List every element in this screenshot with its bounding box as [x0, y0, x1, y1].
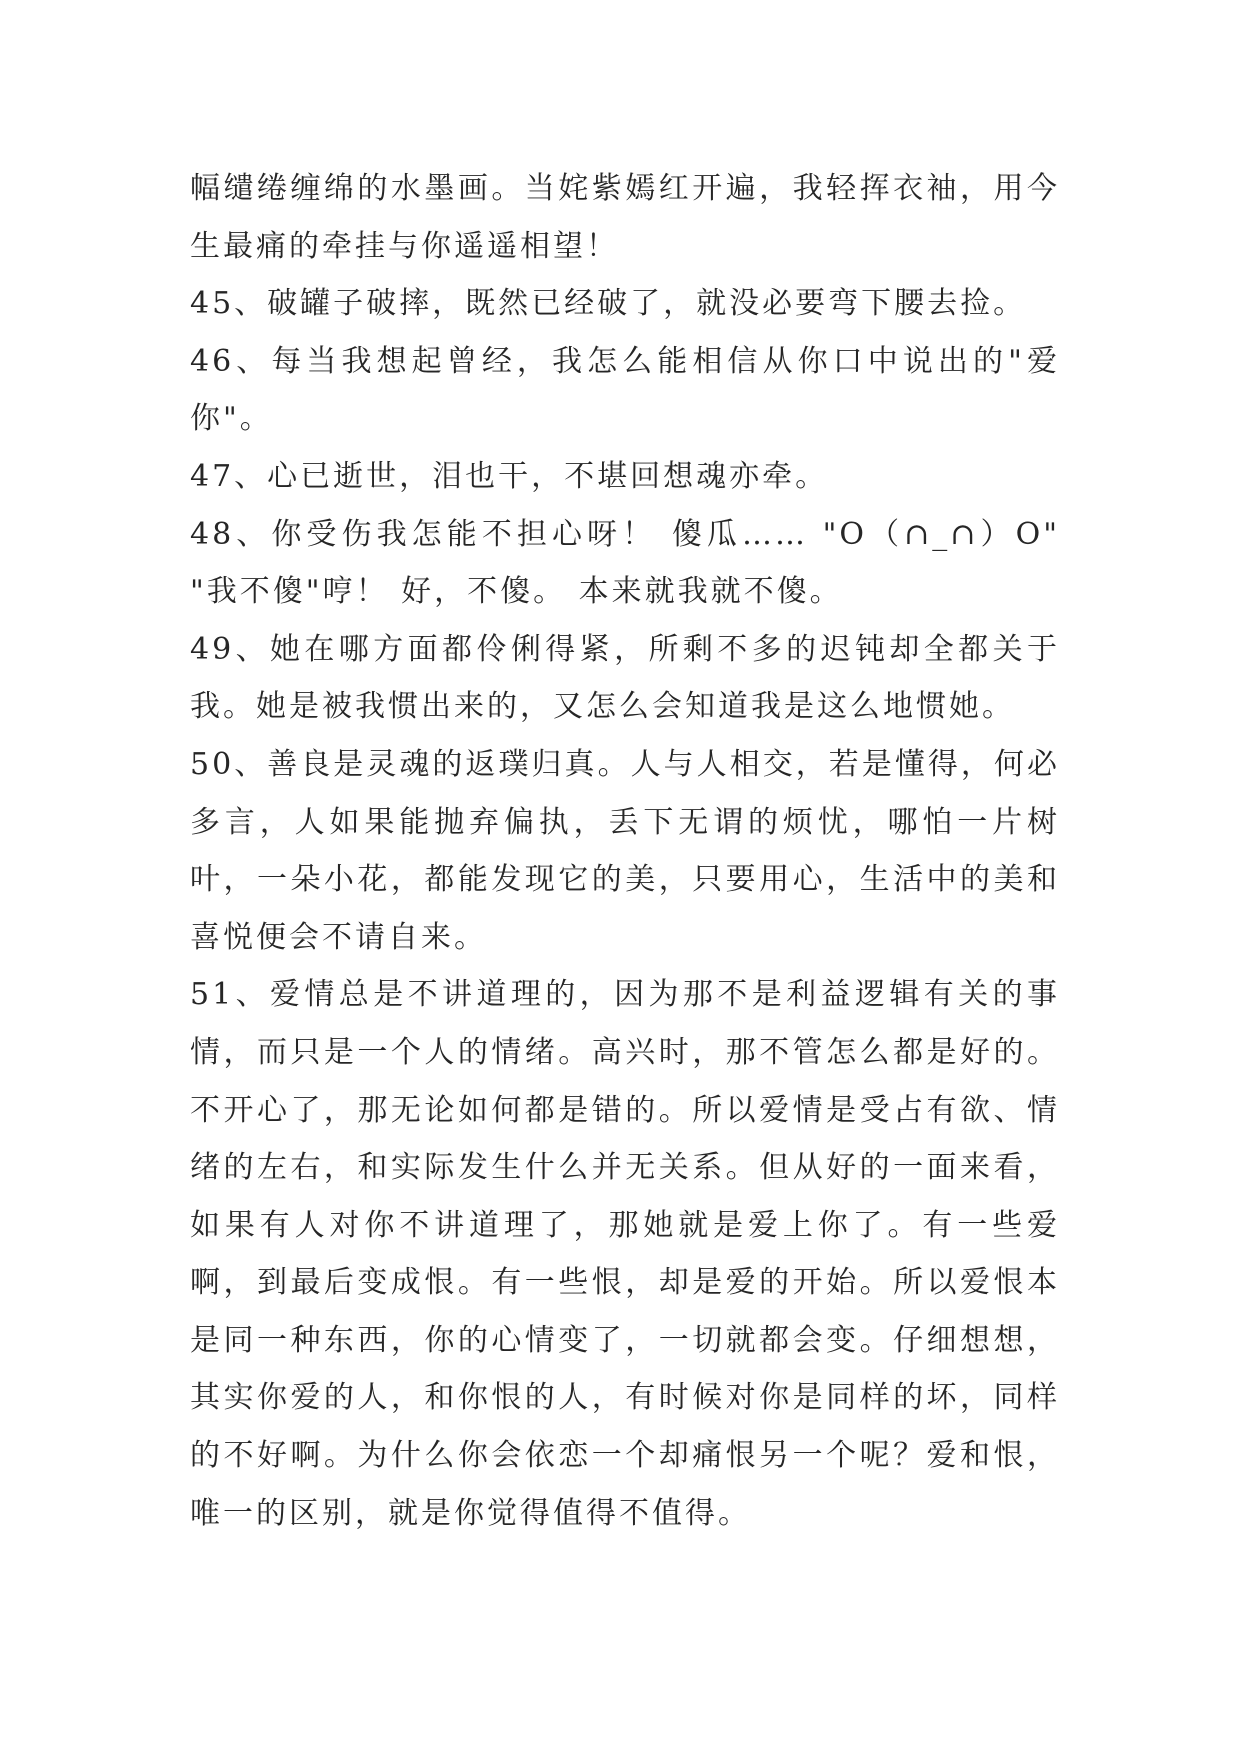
paragraph-46: 46、每当我想起曾经，我怎么能相信从你口中说出的"爱你"。 — [190, 343, 1060, 437]
paragraph-51: 51、爱情总是不讲道理的，因为那不是利益逻辑有关的事情，而只是一个人的情绪。高兴时，那不管怎么都是好的。不开心了，那无论如何都是错的。所以爱情是受占有欲、情绪的左右，和实际发生什么并无关系。但从好的一面来看，如果有人对你不讲道理了，那她就是爱上你了。有一些爱啊，到最后变成恨。有一些恨，却是爱的开始。所以爱恨本是同一种东西，你的心情变了，一切就都会变。仔细想想，其实你爱的人，和你恨的人，有时候对你是同样的坏，同样的不好啊。为什么你会依恋一个却痛恨另一个呢？爱和恨，唯一的区别，就是你觉得值得不值得。 — [190, 977, 1060, 1531]
paragraph-50: 50、善良是灵魂的返璞归真。人与人相交，若是懂得，何必多言，人如果能抛弃偏执，丢下无谓的烦忧，哪怕一片树叶，一朵小花，都能发现它的美，只要用心，生活中的美和喜悦便会不请自来。 — [190, 746, 1060, 955]
document-body — [190, 160, 1060, 1542]
paragraph-continuation: 幅缱绻缠绵的水墨画。当姹紫嫣红开遍，我轻挥衣袖，用今生最痛的牵挂与你遥遥相望！ — [190, 171, 1060, 264]
paragraph-47: 47、心已逝世，泪也干，不堪回想魂亦牵。 — [190, 458, 829, 494]
paragraph-49: 49、她在哪方面都伶俐得紧，所剩不多的迟钝却全都关于我。她是被我惯出来的，又怎么会知道我是这么地惯她。 — [190, 631, 1060, 725]
paragraph-48: 48、你受伤我怎能不担心呀！ 傻瓜…… "O（∩_∩）O" "我不傻"哼！ 好，不傻。 本来就我就不傻。 — [190, 516, 1060, 610]
paragraph-45: 45、破罐子破摔，既然已经破了，就没必要弯下腰去捡。 — [190, 286, 1027, 322]
